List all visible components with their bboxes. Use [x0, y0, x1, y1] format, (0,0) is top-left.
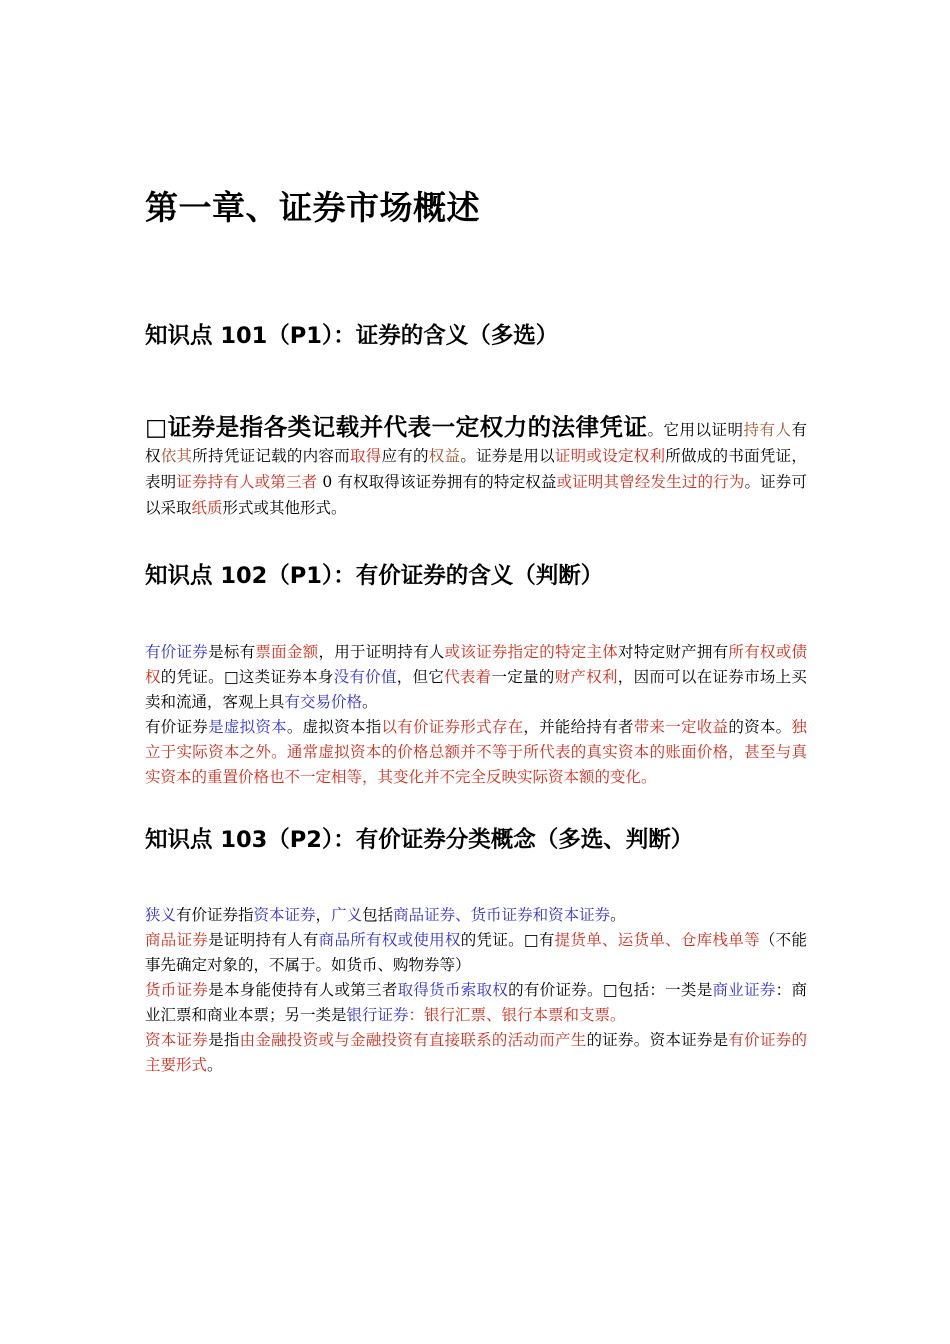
text-run: 权益	[428, 447, 461, 465]
kp103-paragraph-3	[145, 978, 807, 1028]
text-run: 是证明持有人有	[208, 931, 319, 949]
text-run: 证券持有人或第三者	[176, 473, 318, 491]
text-run: ，并能给持有者	[523, 718, 634, 736]
text-run: 。证券可以采取	[145, 473, 807, 517]
text-run: 商品证券、货币证券和资本证券	[393, 906, 611, 924]
text-run: 独立于实际资本之外。通常虚拟资本的价格总额并不等于所代表的真实资本的账面价格，甚至与真实资本的重置价格也不一定相等，其变化并不完全反映实际资本额的变化。	[145, 718, 807, 786]
text-run: 。	[362, 693, 378, 711]
text-run: 狭义	[145, 906, 177, 924]
text-run: 所有权或债权	[145, 643, 807, 686]
text-run: 广义	[331, 906, 363, 924]
text-run: 的证券。资本证券是	[586, 1031, 729, 1049]
text-run: 。	[610, 906, 626, 924]
text-run: 有价证券	[145, 718, 209, 736]
text-run: 有价证券指	[176, 906, 254, 924]
text-run: ，用于证明持有人	[318, 643, 445, 661]
kp103-paragraph-1	[145, 903, 807, 928]
text-run: 没有价值	[333, 668, 397, 686]
text-run: 银行证券	[346, 1006, 409, 1024]
text-run: 资本证券	[145, 1031, 209, 1049]
text-run: 取得	[349, 447, 382, 465]
text-run: □证券是指各类记载并代表一定权力的法律凭证	[145, 413, 648, 441]
text-run: 的凭证。□有	[460, 931, 555, 949]
text-run: 一定量的	[491, 668, 555, 686]
text-run: ：银行汇票、银行本票和支票。	[408, 1006, 626, 1024]
kp102-paragraph-1	[145, 640, 807, 715]
text-run: 票面金额	[255, 643, 319, 661]
text-run: 纸质	[191, 499, 223, 517]
text-run: 商品所有权或使用权	[318, 931, 461, 949]
text-run: ：商业汇票和商业本票；另一类是	[145, 981, 807, 1024]
text-run: 的有价证券。□包括：一类是	[508, 981, 713, 999]
text-run: 商品证券	[145, 931, 209, 949]
text-run: 有价证券	[145, 643, 209, 661]
text-run: 依其	[160, 447, 193, 465]
text-run: 带来一定收益	[633, 718, 729, 736]
text-run: 所持凭证记载的内容而	[192, 447, 350, 465]
text-run: ，因而可以在证券市场上买卖和流通，客观上具	[145, 668, 807, 711]
text-run: 包括	[362, 906, 394, 924]
text-run: 持有人	[743, 421, 792, 439]
text-run: 是虚拟资本	[208, 718, 287, 736]
text-run: 货币证券	[145, 981, 209, 999]
text-run: 0 有权取得该证券拥有的特定权益	[317, 473, 557, 491]
kp101-paragraph	[145, 414, 807, 521]
text-run: 对特定财产拥有	[618, 643, 729, 661]
text-run: 有权	[145, 421, 807, 465]
text-run: 或该证券指定的特定主体	[444, 643, 619, 661]
kp103-paragraph-4	[145, 1028, 807, 1078]
text-run: 代表着	[444, 668, 492, 686]
text-run: 形式或其他形式。	[222, 499, 347, 517]
text-run: 资本证券	[253, 906, 316, 924]
kp102-heading: 知识点 102（P1）：有价证券的含义（判断）	[145, 563, 604, 589]
text-run: ，	[315, 906, 332, 924]
text-run: 提货单、运货单、仓库栈单等	[554, 931, 760, 949]
text-run: 由金融投资或与金融投资有直接联系的活动而产生	[239, 1031, 587, 1049]
kp103-paragraph-2	[145, 928, 807, 978]
text-run: 证明或设定权利	[554, 447, 666, 465]
text-run: 的凭证。□这类证券本身	[160, 668, 334, 686]
text-run: 。它用以证明	[647, 421, 744, 439]
text-run: 有交易价格	[284, 693, 363, 711]
text-run: 商业证券	[712, 981, 776, 999]
chapter-title: 第一章、证券市场概述	[145, 188, 480, 227]
text-run: 的资本。	[728, 718, 792, 736]
text-run: 是本身能使持有人或第三者	[208, 981, 398, 999]
text-run: 。	[207, 1056, 223, 1074]
text-run: 是标有	[208, 643, 256, 661]
text-run: 是指	[208, 1031, 240, 1049]
text-run: 取得货币索取权	[397, 981, 509, 999]
text-run: ，但它	[396, 668, 445, 686]
text-run: 有价证券的主要形式	[145, 1031, 807, 1074]
text-run: 财产权利	[554, 668, 618, 686]
text-run: 或证明其曾经发生过的行为	[556, 473, 745, 491]
text-run: （不能事先确定对象的，不属于。如货币、购物券等）	[145, 931, 807, 974]
kp103-heading: 知识点 103（P2）：有价证券分类概念（多选、判断）	[145, 827, 694, 853]
text-run: 。证券是用以	[460, 447, 555, 465]
text-run: 应有的	[381, 447, 429, 465]
kp102-paragraph-2	[145, 715, 807, 790]
text-run: 。虚拟资本指	[286, 718, 382, 736]
text-run: 所做成的书面凭证，表明	[145, 447, 807, 491]
text-run: 以有价证券形式存在	[381, 718, 524, 736]
kp101-heading: 知识点 101（P1）：证券的含义（多选）	[145, 323, 559, 349]
